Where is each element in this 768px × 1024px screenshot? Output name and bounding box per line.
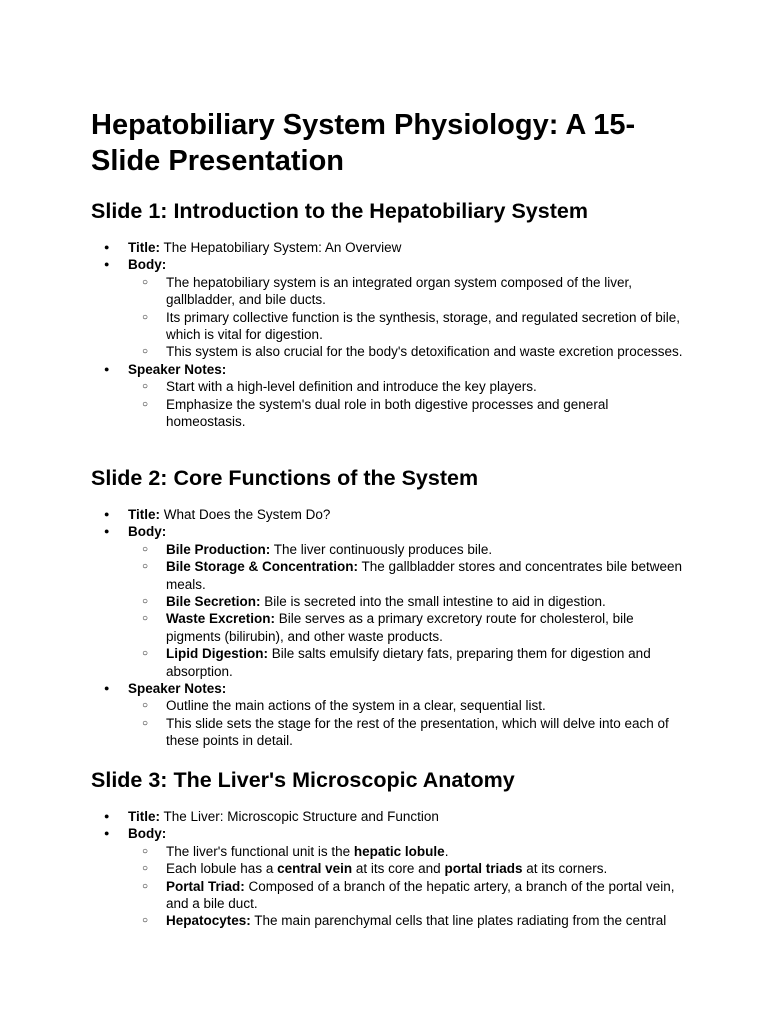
- item-text: Bile salts emulsify dietary fats, preparing them for digestion and absorption.: [166, 646, 651, 679]
- slide-1-body-item: [91, 256, 691, 360]
- item-term: Lipid Digestion:: [166, 646, 268, 662]
- slide-1-notes-item: [91, 361, 691, 431]
- item-text: The liver continuously produces bile.: [273, 541, 493, 557]
- list-item: [128, 912, 691, 929]
- title-value: The Hepatobiliary System: An Overview: [163, 240, 402, 255]
- item-term: Bile Secretion:: [166, 594, 261, 610]
- item-term: Bile Production:: [166, 541, 271, 557]
- list-item: [128, 274, 691, 309]
- speaker-notes-label: Speaker Notes:: [128, 361, 227, 377]
- slide-1-body-list: [128, 274, 691, 361]
- item-term: portal triads: [444, 861, 523, 877]
- item-text: Emphasize the system's dual role in both digestive processes and general homeostasis.: [166, 396, 609, 430]
- item-term: Hepatocytes:: [166, 913, 251, 929]
- slide-3-heading: Slide 3: The Liver's Microscopic Anatomy: [91, 768, 515, 792]
- item-term: central vein: [277, 861, 353, 877]
- list-item: [128, 715, 691, 750]
- slide-1-heading: Slide 1: Introduction to the Hepatobiliary System: [91, 199, 588, 223]
- item-text: Its primary collective function is the synthesis, storage, and regulated secretion of bile, which is vital for digestion.: [166, 309, 681, 343]
- list-item: [128, 558, 691, 593]
- speaker-notes-label: Speaker Notes:: [128, 681, 227, 697]
- document-title: Hepatobiliary System Physiology: A 15-Slide Presentation: [91, 109, 636, 177]
- item-text: Each lobule has a: [166, 861, 278, 877]
- list-item: [128, 843, 691, 860]
- item-term: Bile Storage & Concentration:: [166, 559, 359, 575]
- title-value: The Liver: Microscopic Structure and Function: [163, 809, 439, 824]
- slide-3-body-list: [128, 843, 691, 930]
- list-item: [128, 610, 691, 645]
- slide-2-body-item: [91, 523, 691, 680]
- body-label: Body:: [128, 524, 167, 540]
- list-item: [128, 593, 691, 610]
- slide-3-body-item: [91, 825, 691, 929]
- body-label: Body:: [128, 257, 167, 273]
- item-text: The liver's functional unit is the: [166, 843, 354, 859]
- list-item: [128, 378, 691, 395]
- item-text: Outline the main actions of the system in a clear, sequential list.: [166, 698, 546, 714]
- list-item: [128, 343, 691, 360]
- item-term: hepatic lobule: [353, 843, 445, 859]
- slide-3-list: [91, 808, 691, 930]
- slide-1-notes-list: [128, 378, 691, 430]
- item-text: .: [444, 843, 449, 859]
- item-text: Start with a high-level definition and introduce the key players.: [166, 379, 537, 395]
- slide-2-notes-list: [128, 697, 691, 749]
- list-item: [128, 697, 691, 714]
- body-label: Body:: [128, 826, 167, 842]
- list-item: [128, 541, 691, 558]
- item-text: Bile serves as a primary excretory route for cholesterol, bile pigments (bilirubin), and other waste products.: [166, 611, 634, 644]
- item-text: at its corners.: [522, 861, 608, 877]
- list-item: [128, 396, 691, 431]
- item-term: Waste Excretion:: [166, 611, 276, 627]
- slide-2-heading: Slide 2: Core Functions of the System: [91, 466, 479, 490]
- slide-2-notes-item: [91, 680, 691, 750]
- item-text: Bile is secreted into the small intestine to aid in digestion.: [264, 594, 606, 610]
- title-label: Title:: [128, 507, 161, 522]
- item-text: The main parenchymal cells that line plates radiating from the central: [254, 913, 667, 929]
- slide-1-list: [91, 239, 691, 430]
- item-text: The gallbladder stores and concentrates bile between meals.: [166, 559, 683, 592]
- slide-2-body-list: [128, 541, 691, 680]
- list-item: [128, 645, 691, 680]
- list-item: [128, 309, 691, 344]
- item-text: This slide sets the stage for the rest of the presentation, which will delve into each of these points in detail.: [166, 715, 669, 749]
- slide-2-title-item: [91, 506, 691, 523]
- item-text: Composed of a branch of the hepatic artery, a branch of the portal vein, and a bile duct.: [166, 878, 675, 912]
- list-item: [128, 878, 691, 913]
- item-text: The hepatobiliary system is an integrated organ system composed of the liver, gallbladder, and bile ducts.: [166, 274, 632, 308]
- title-value: What Does the System Do?: [163, 507, 331, 522]
- item-term: Portal Triad:: [166, 878, 245, 894]
- title-label: Title:: [128, 240, 161, 255]
- list-item: [128, 860, 691, 877]
- slide-3-title-item: [91, 808, 691, 825]
- title-label: Title:: [128, 809, 161, 824]
- slide-1-title-item: [91, 239, 691, 256]
- item-text: at its core and: [352, 861, 445, 877]
- item-text: This system is also crucial for the body's detoxification and waste excretion processes.: [166, 344, 683, 360]
- slide-2-list: [91, 506, 691, 750]
